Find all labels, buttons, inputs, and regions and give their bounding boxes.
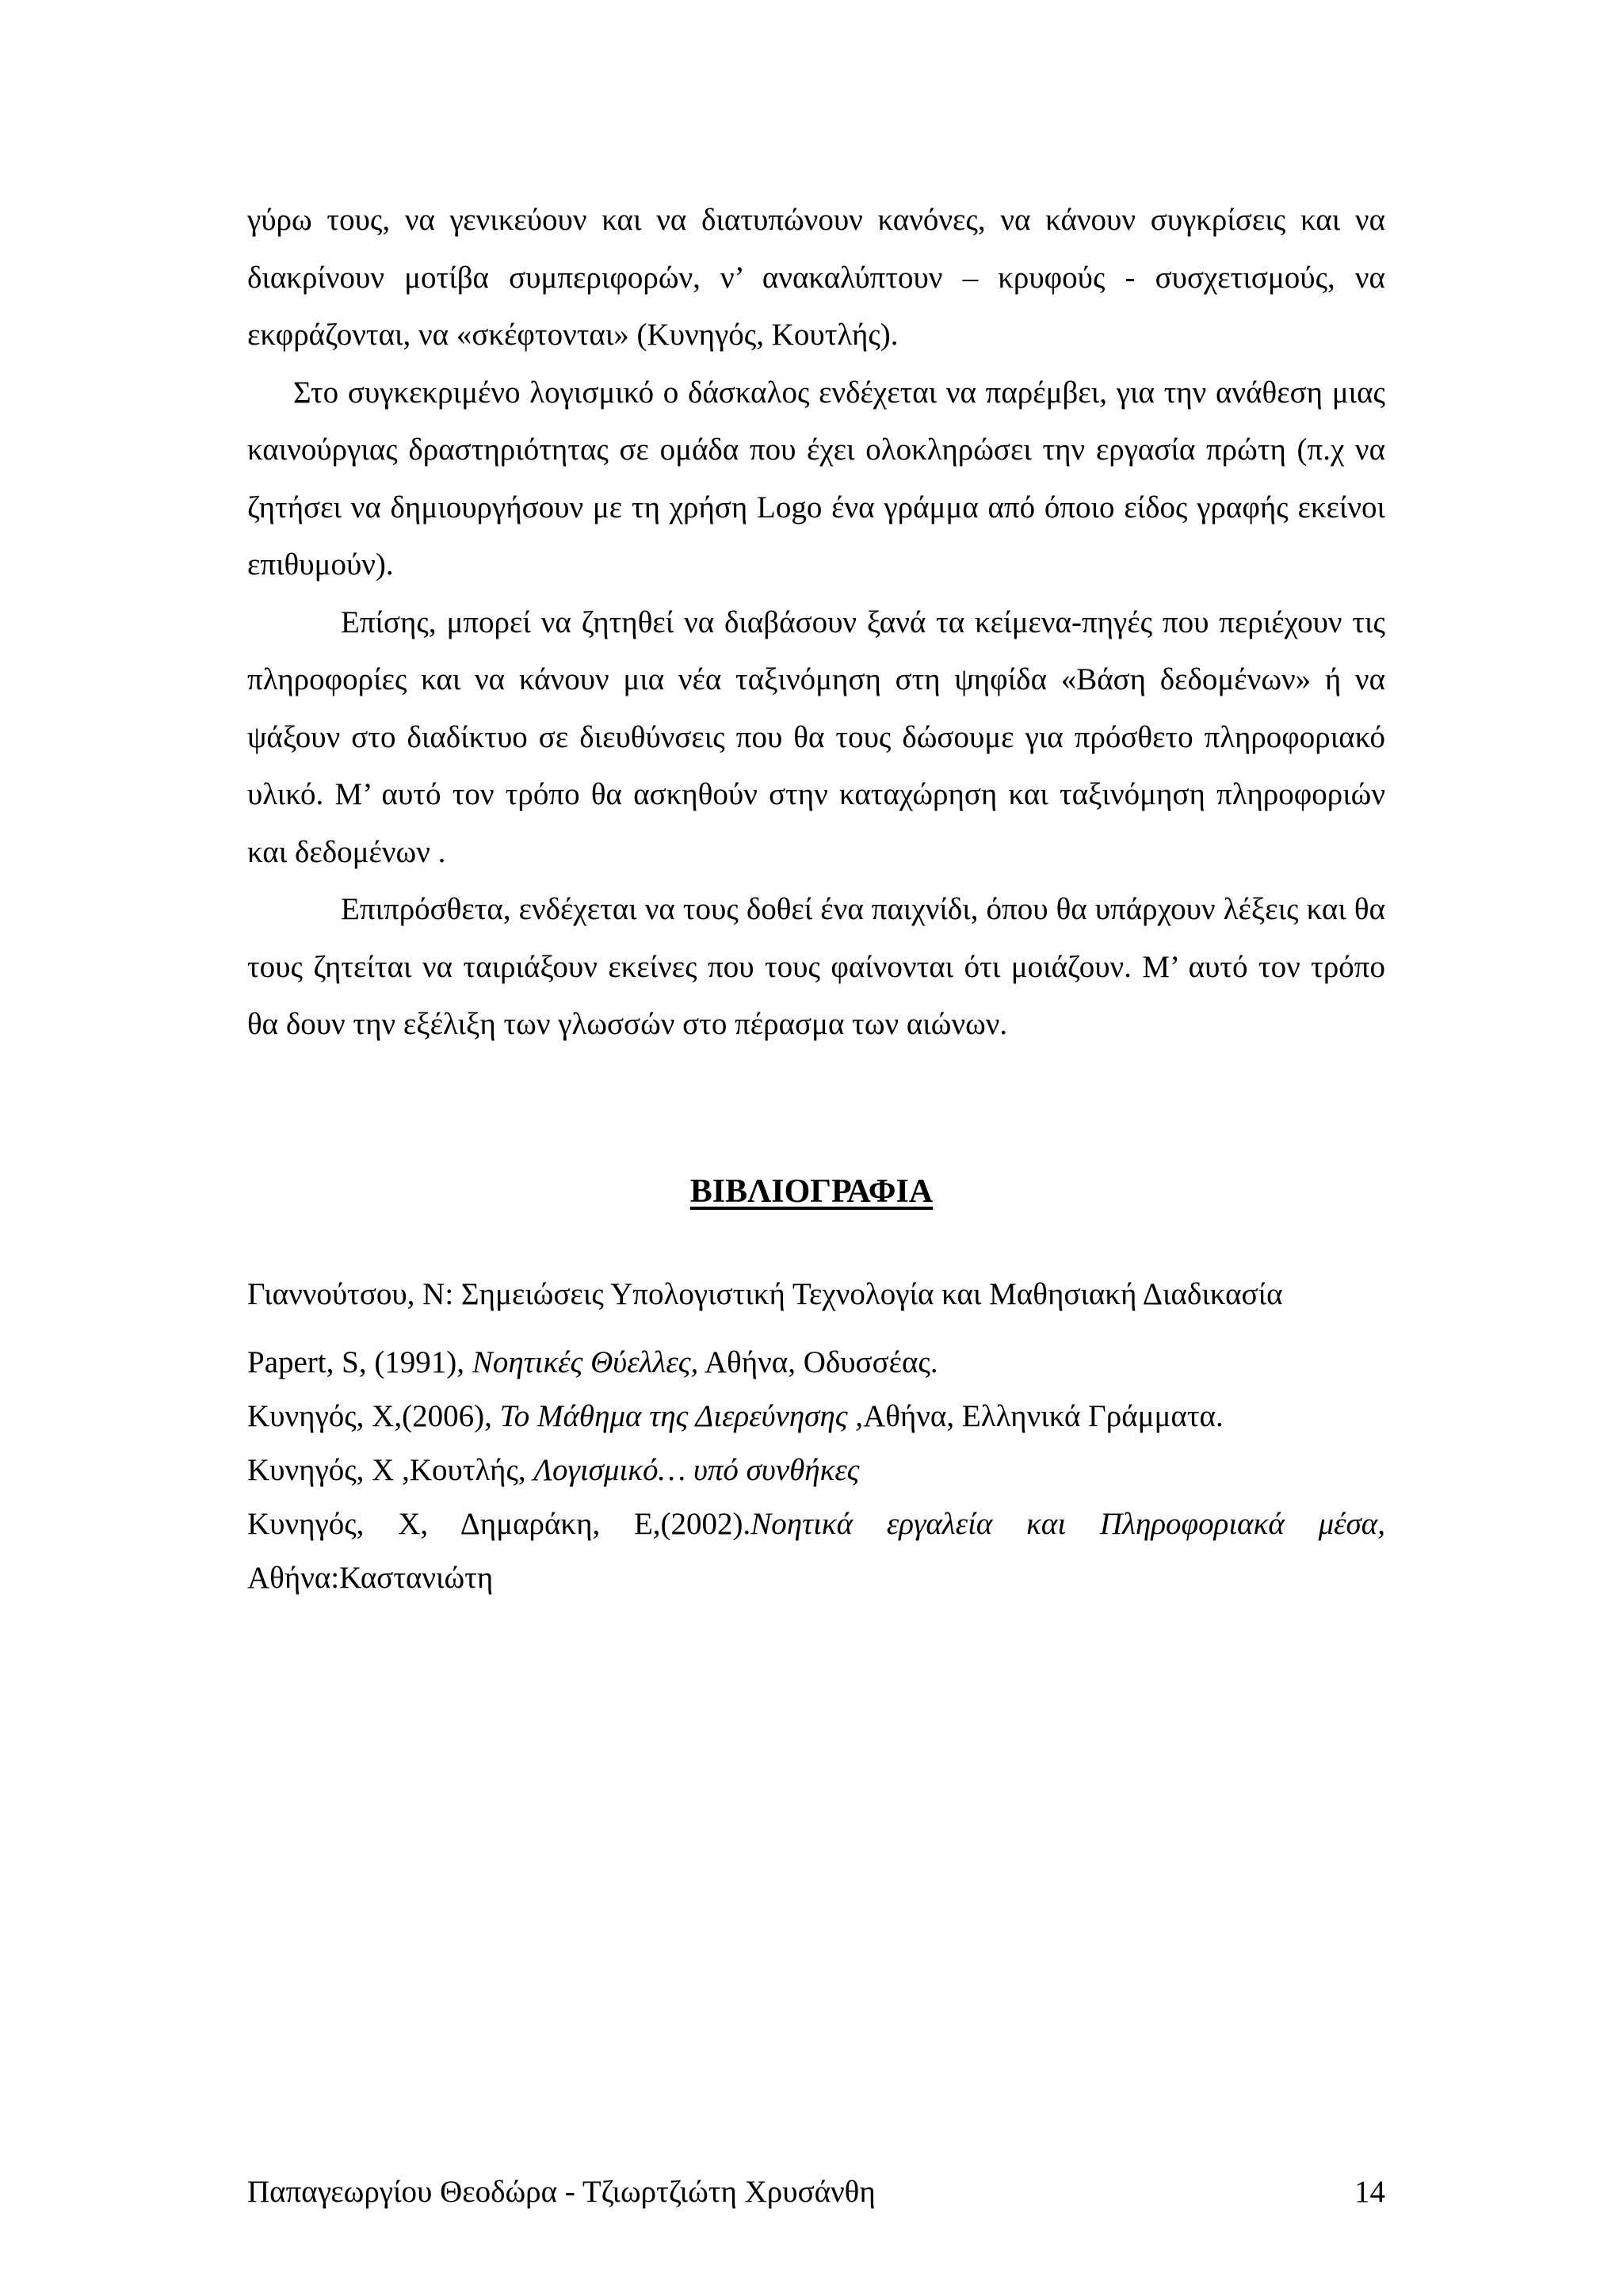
entry-text: Αθήνα:Καστανιώτη [247,1561,494,1595]
page-number: 14 [1354,2175,1385,2209]
entry-title: Νοητικές Θύελλες, [472,1345,699,1379]
paragraph-1: γύρω τους, να γενικεύουν και να διατυπώνουν κανόνες, να κάνουν συγκρίσεις και να διακρίνουν μοτίβα συμπεριφορών, ν’ ανακαλύπτουν – κρυφούς - συσχετισμούς, να εκφράζονται, να «σκέφτονται» (Κυνηγός, Κουτλής). [247,203,1385,352]
entry-title: Λογισμικό… υπό συνθήκες [533,1453,860,1487]
paragraph-4: Επιπρόσθετα, ενδέχεται να τους δοθεί ένα παιχνίδι, όπου θα υπάρχουν λέξεις και θα τους ζητείται να ταιριάξουν εκείνες που τους φαίνονται ότι μοιάζουν. Μ’ αυτό τον τρόπο θα δουν την εξέλιξη των γλωσσών στο πέρασμα των αιώνων. [247,892,1385,1041]
body-text [247,192,1385,1054]
bibliography-entry [247,1444,1385,1497]
bibliography-entry [247,1336,1385,1390]
entry-text: Papert, S, (1991), [247,1345,472,1379]
bibliography-entry [247,1268,1385,1322]
bibliography-entry [247,1390,1385,1444]
entry-text: Κυνηγός, Χ,(2006), [247,1399,500,1433]
entry-text: Αθήνα, Οδυσσέας. [698,1345,938,1379]
entry-text: Αθήνα, Ελληνικά Γράμματα. [863,1399,1224,1433]
paragraph-3: Επίσης, μπορεί να ζητηθεί να διαβάσουν ξανά τα κείμενα-πηγές που περιέχουν τις πληροφορίες και να κάνουν μια νέα ταξινόμηση στη ψηφίδα «Βάση δεδομένων» ή να ψάξουν στο διαδίκτυο σε διευθύνσεις που θα τους δώσουμε για πρόσθετο πληροφοριακό υλικό. Μ’ αυτό τον τρόπο θα ασκηθούν στην καταχώρηση και ταξινόμηση πληροφοριών και δεδομένων . [247,605,1385,869]
entry-text: Κυνηγός, Χ, Δημαράκη, Ε,(2002). [247,1507,751,1541]
entry-text: Γιαννούτσου, Ν: Σημειώσεις Υπολογιστική Τεχνολογία και Μαθησιακή Διαδικασία [247,1277,1283,1311]
footer-authors: Παπαγεωργίου Θεοδώρα - Τζιωρτζιώτη Χρυσάνθη [247,2175,876,2209]
paragraph-2: Στο συγκεκριμένο λογισμικό ο δάσκαλος ενδέχεται να παρέμβει, για την ανάθεση μιας καινούργιας δραστηριότητας σε ομάδα που έχει ολοκληρώσει την εργασία πρώτη (π.χ να ζητήσει να δημιουργήσουν με τη χρήση Logo ένα γράμμα από όποιο είδος γραφής εκείνοι επιθυμούν). [247,375,1385,582]
entry-title: Νοητικά εργαλεία και Πληροφοριακά μέσα, [750,1507,1385,1541]
entry-title: Το Μάθημα της Διερεύνησης , [499,1399,864,1433]
bibliography-entry [247,1497,1385,1605]
bibliography-list [247,1268,1385,1605]
entry-text: Κυνηγός, Χ ,Κουτλής, [247,1453,534,1487]
bibliography-title: ΒΙΒΛΙΟΓΡΑΦΙΑ [689,1173,934,1210]
